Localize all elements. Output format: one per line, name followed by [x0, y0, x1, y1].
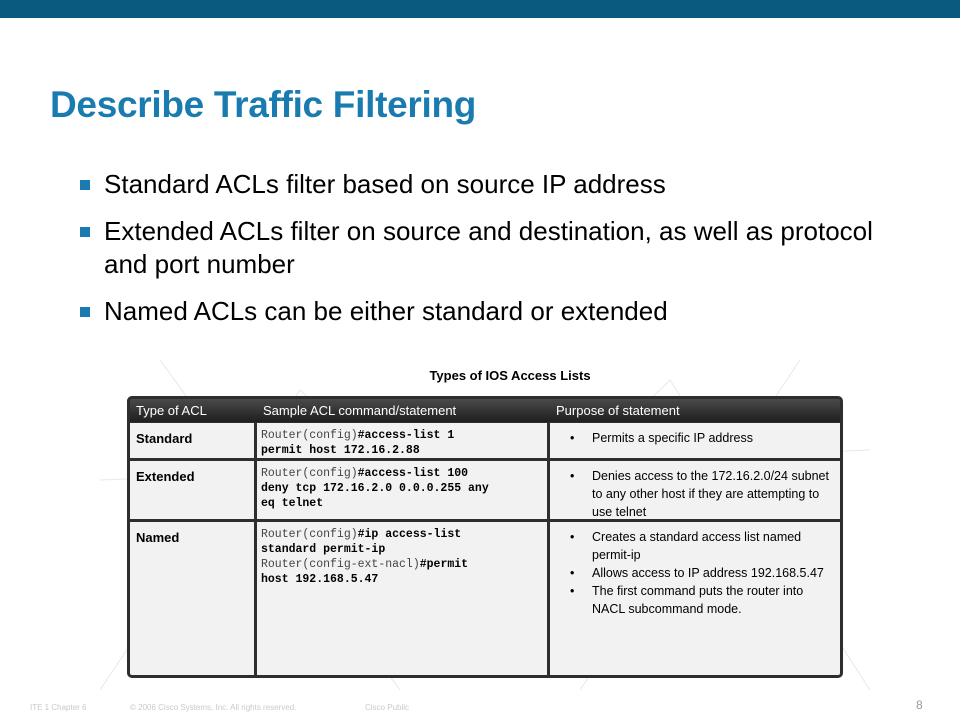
- code-command: standard permit-ip: [261, 543, 386, 556]
- slide-title: Describe Traffic Filtering: [50, 84, 477, 125]
- table-header-row: [130, 399, 840, 422]
- acl-type: Extended: [136, 469, 195, 484]
- purpose-item: • Creates a standard access list named permit-ip: [570, 528, 834, 564]
- code-command: #access-list 100: [357, 467, 469, 480]
- purpose-cell: [550, 461, 840, 519]
- purpose-item: • Denies access to the 172.16.2.0/24 subnet to any other host if they are attempting to use telnet: [570, 467, 834, 521]
- command-cell: [257, 423, 547, 458]
- code-prompt: Router(config): [261, 429, 358, 442]
- bullet-item: [78, 295, 908, 328]
- table-row: [130, 522, 840, 675]
- code-prompt: Router(config): [261, 528, 358, 541]
- type-cell: [130, 461, 254, 519]
- code-command: #permit: [419, 558, 469, 571]
- bullet-item: [78, 168, 908, 201]
- square-bullet-icon: [80, 307, 90, 317]
- top-banner: [0, 0, 960, 18]
- footer-classification: Cisco Public: [365, 703, 410, 712]
- purpose-item: • Allows access to IP address 192.168.5.47: [570, 564, 834, 582]
- code-prompt: Router(config): [261, 467, 358, 480]
- type-cell: [130, 522, 254, 675]
- bullet-text: Named ACLs can be either standard or extended: [104, 296, 668, 326]
- footer-copyright: © 2006 Cisco Systems, Inc. All rights reserved.: [130, 703, 297, 712]
- purpose-cell: [550, 522, 840, 675]
- acl-type: Standard: [136, 431, 193, 446]
- purpose-item: • Permits a specific IP address: [570, 429, 834, 447]
- code-command: deny tcp 172.16.2.0 0.0.0.255 any: [261, 482, 489, 495]
- command-cell: [257, 461, 547, 519]
- purpose-cell: [550, 423, 840, 458]
- bullet-item: [78, 215, 908, 281]
- bullet-text: Standard ACLs filter based on source IP address: [104, 169, 666, 199]
- command-cell: [257, 522, 547, 675]
- acl-types-table: [127, 396, 843, 678]
- footer-chapter: ITE 1 Chapter 6: [30, 703, 87, 712]
- code-prompt: Router(config-ext-nacl): [261, 558, 420, 571]
- code-command: #access-list 1: [357, 429, 455, 442]
- bullet-text: Extended ACLs filter on source and destination, as well as protocol and port number: [104, 216, 873, 279]
- table-row: [130, 461, 840, 519]
- table-row: [130, 423, 840, 458]
- type-cell: [130, 423, 254, 458]
- page-number: 8: [916, 698, 923, 712]
- column-header: Sample ACL command/statement: [263, 403, 457, 418]
- column-header: Type of ACL: [136, 403, 207, 418]
- square-bullet-icon: [80, 227, 90, 237]
- purpose-item: • The first command puts the router into NACL subcommand mode.: [570, 582, 834, 618]
- figure-title: Types of IOS Access Lists: [429, 368, 591, 383]
- column-header: Purpose of statement: [556, 403, 680, 418]
- square-bullet-icon: [80, 180, 90, 190]
- code-command: eq telnet: [261, 497, 324, 510]
- bullet-list: [78, 168, 908, 342]
- code-command: #ip access-list: [357, 528, 462, 541]
- code-command: permit host 172.16.2.88: [261, 444, 420, 457]
- code-command: host 192.168.5.47: [261, 573, 379, 586]
- acl-type: Named: [136, 530, 180, 545]
